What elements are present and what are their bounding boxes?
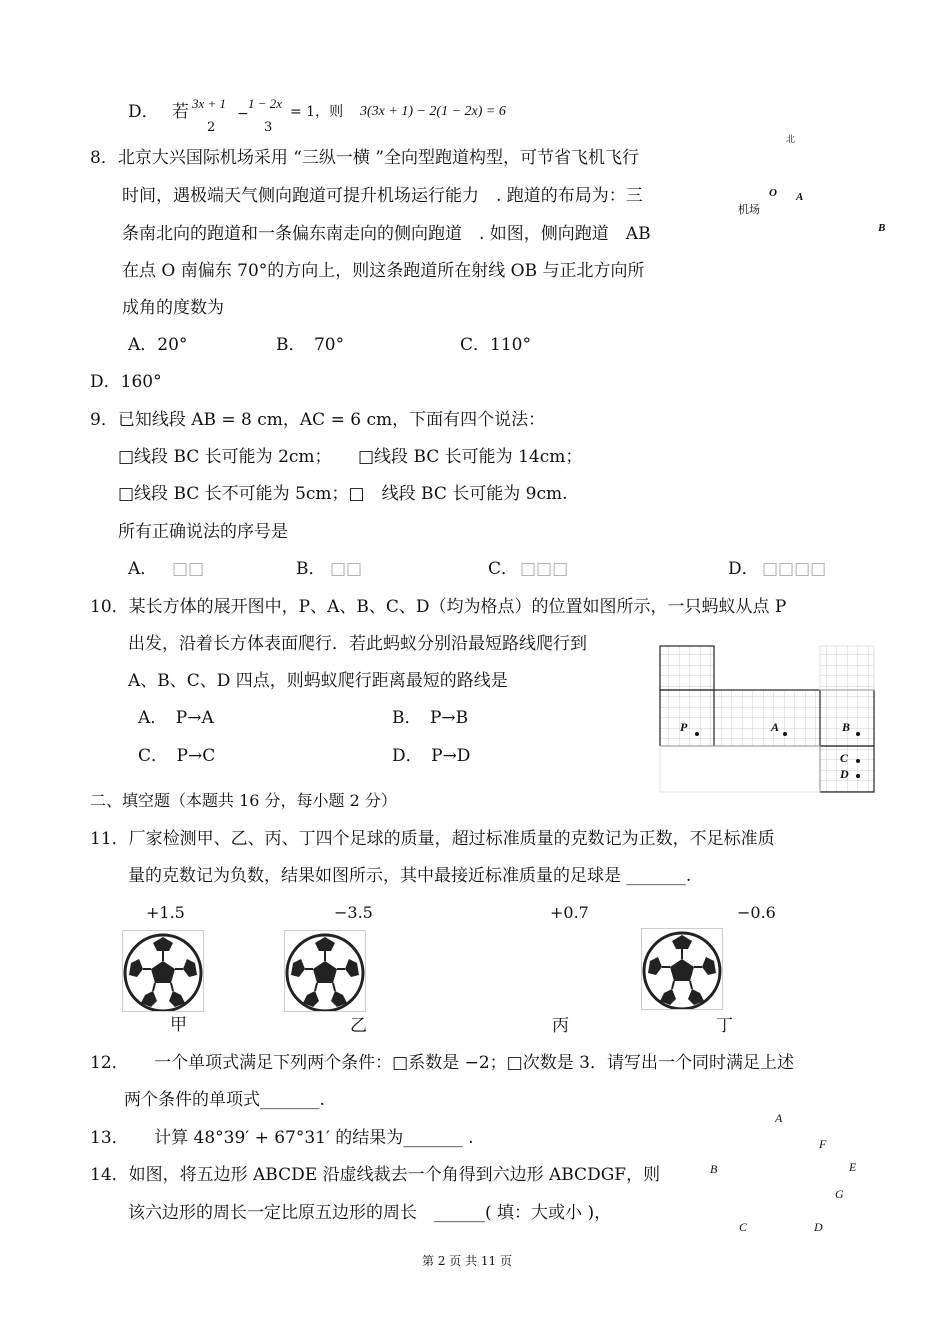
- q10-option-d: D． P→D: [392, 746, 471, 766]
- q9-statement-1: □线段 BC 长可能为 2cm；: [118, 447, 332, 467]
- q11-value-yi: −3.5: [334, 903, 373, 922]
- q7-frac1-den: 2: [207, 120, 216, 135]
- q8-line-1: 8．北京大兴国际机场采用 “三纵一横 ”全向型跑道构型，可节省飞机飞行: [90, 148, 640, 168]
- q10-label-p: P: [680, 720, 688, 734]
- q14-fig-e: E: [849, 1160, 857, 1174]
- q9-line-1: 9．已知线段 AB = 8 cm，AC = 6 cm，下面有四个说法：: [90, 410, 546, 430]
- q11-name-ding: 丁: [716, 1016, 733, 1036]
- q7-frac1-num: 3x + 1: [192, 96, 227, 111]
- q10-line-3: A、B、C、D 四点，则蚂蚁爬行距离最短的路线是: [128, 671, 508, 691]
- q8-line-5: 成角的度数为: [122, 298, 224, 318]
- q10-label-b: B: [842, 720, 851, 734]
- q14-line-2: 该六边形的周长一定比原五边形的周长 ______( 填：大或小 )，: [128, 1203, 612, 1223]
- q14-line-1: 14．如图，将五边形 ABCDE 沿虚线裁去一个角得到六边形 ABCDGF，则: [90, 1165, 661, 1185]
- soccer-ball-icon: [122, 930, 204, 1012]
- q9-option-c-value: □□□: [520, 559, 569, 579]
- q12-line-1: 12． 一个单项式满足下列两个条件：□系数是 −2；□次数是 3．请写出一个同时满足上述: [90, 1053, 794, 1073]
- q9-statement-3: □线段 BC 长不可能为 5cm；□ 线段 BC 长可能为 9cm.: [118, 484, 568, 504]
- q7-option-d-prefix: 若: [172, 102, 189, 122]
- q8-fig-north: 北: [786, 135, 796, 145]
- q10-point-d: [856, 774, 860, 778]
- q14-fig-b: B: [710, 1162, 718, 1176]
- q10-option-b: B． P→B: [392, 708, 469, 728]
- q10-option-a: A． P→A: [138, 708, 214, 728]
- q11-name-yi: 乙: [350, 1016, 367, 1036]
- q8-fig-a: A: [796, 191, 804, 203]
- q9-prompt: 所有正确说法的序号是: [118, 522, 288, 542]
- q7-frac2-num: 1 − 2x: [248, 96, 283, 111]
- q9-option-b-label: B．: [296, 559, 326, 579]
- soccer-ball-icon: [284, 930, 366, 1012]
- q11-line-2: 量的克数记为负数，结果如图所示，其中最接近标准质量的足球是 _______.: [128, 866, 692, 886]
- q9-statement-2: □线段 BC 长可能为 14cm；: [358, 447, 583, 467]
- q10-label-c: C: [840, 751, 849, 765]
- q8-fig-o: O: [769, 187, 777, 199]
- q7-result: 3(3x + 1) − 2(1 − 2x) = 6: [360, 104, 506, 119]
- q8-fig-airport: 机场: [738, 203, 760, 216]
- q10-label-d: D: [840, 767, 849, 781]
- section-2-title: 二、填空题（本题共 16 分，每小题 2 分）: [90, 791, 397, 810]
- q10-point-p: [695, 732, 699, 736]
- q8-line-4: 在点 O 南偏东 70°的方向上，则这条跑道所在射线 OB 与正北方向所: [122, 261, 645, 281]
- q8-line-2: 时间，遇极端天气侧向跑道可提升机场运行能力 . 跑道的布局为：三: [122, 186, 643, 206]
- q14-fig-a: A: [775, 1111, 783, 1125]
- q11-name-jia: 甲: [170, 1015, 187, 1035]
- q14-fig-g: G: [835, 1187, 844, 1201]
- q10-line-2: 出发，沿着长方体表面爬行．若此蚂蚁分别沿最短路线爬行到: [128, 634, 587, 654]
- q11-value-ding: −0.6: [737, 903, 776, 922]
- q12-line-2: 两个条件的单项式_______.: [124, 1090, 325, 1110]
- q8-fig-b: B: [878, 222, 886, 234]
- q8-option-a: A．20°: [128, 335, 188, 355]
- q10-line-1: 10．某长方体的展开图中，P、A、B、C、D（均为格点）的位置如图所示，一只蚂蚁从点 P: [90, 597, 787, 617]
- q10-point-b: [856, 732, 860, 736]
- q10-label-a: A: [771, 720, 780, 734]
- q8-line-3: 条南北向的跑道和一条偏东南走向的侧向跑道 . 如图，侧向跑道 AB: [122, 224, 651, 244]
- q10-point-a: [783, 732, 787, 736]
- q9-option-a-label: A．: [128, 559, 158, 579]
- q14-fig-c: C: [739, 1220, 748, 1234]
- page-footer: 第 2 页 共 11 页: [422, 1254, 512, 1268]
- q9-option-a-value: □□: [172, 559, 205, 579]
- q9-option-d-label: D．: [728, 559, 759, 579]
- q7-eq-one: = 1，则: [290, 104, 344, 120]
- q7-minus: −: [237, 106, 249, 122]
- q9-option-b-value: □□: [330, 559, 363, 579]
- q10-point-c: [856, 759, 860, 763]
- q7-frac2-den: 3: [264, 120, 273, 135]
- soccer-ball-icon: [641, 928, 723, 1010]
- q11-line-1: 11．厂家检测甲、乙、丙、丁四个足球的质量，超过标准质量的克数记为正数，不足标准质: [90, 829, 775, 849]
- q14-fig-f: F: [819, 1137, 827, 1151]
- q11-value-jia: +1.5: [146, 903, 185, 922]
- q7-option-d-label: D．: [128, 102, 159, 122]
- q8-option-b: B． 70°: [276, 335, 345, 355]
- q14-fig-d: D: [814, 1220, 823, 1234]
- q8-option-d: D．160°: [90, 372, 162, 392]
- q11-value-bing: +0.7: [550, 903, 589, 922]
- q10-option-c: C． P→C: [138, 746, 216, 766]
- q9-option-c-label: C．: [488, 559, 519, 579]
- q13-line-1: 13． 计算 48°39′ + 67°31′ 的结果为_______ .: [90, 1128, 474, 1148]
- q9-option-d-value: □□□□: [762, 559, 827, 579]
- q8-option-c: C．110°: [460, 335, 531, 355]
- q11-name-bing: 丙: [552, 1016, 569, 1036]
